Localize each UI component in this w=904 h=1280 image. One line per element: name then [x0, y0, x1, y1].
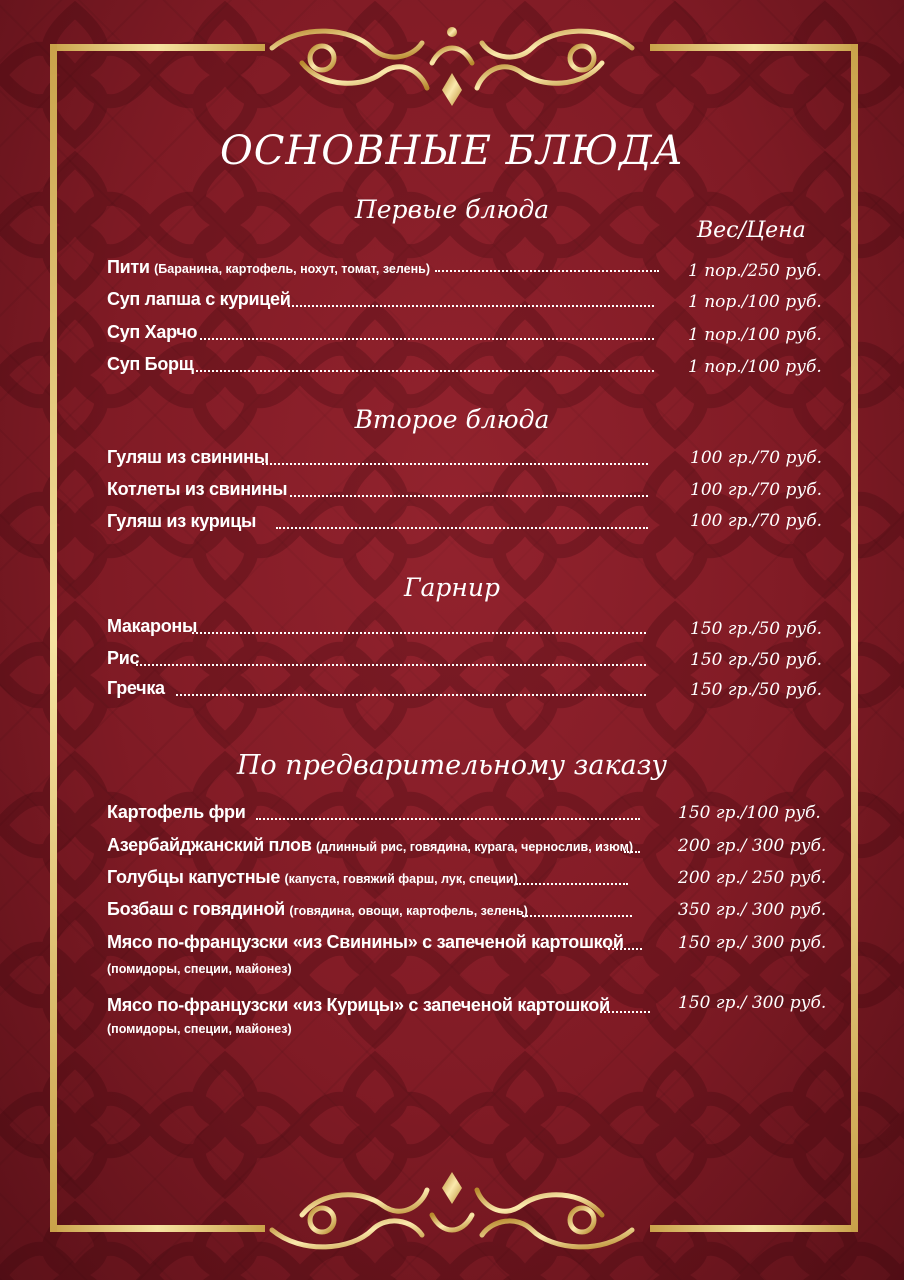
item-price: 200 гр./ 250 руб.	[678, 868, 827, 888]
item-price: 1 пор./100 руб.	[688, 357, 822, 377]
item-price: 350 гр./ 300 руб.	[678, 900, 827, 920]
menu-item: Картофель фри	[107, 802, 246, 822]
menu-item: Мясо по-французски «из Свинины» с запеченой картошкой	[107, 932, 624, 952]
frame-bottom-left	[50, 1225, 265, 1232]
menu-item: Котлеты из свинины	[107, 479, 288, 499]
item-price: 1 пор./100 руб.	[688, 325, 822, 345]
frame-top-right	[650, 44, 858, 51]
item-price: 1 пор./100 руб.	[688, 292, 822, 312]
column-header-weight-price: Вес/Цена	[697, 218, 806, 243]
top-ornament-icon	[262, 18, 642, 108]
frame-bottom-right	[650, 1225, 858, 1232]
item-price: 150 гр./ 300 руб.	[678, 933, 827, 953]
bottom-ornament-icon	[262, 1170, 642, 1260]
menu-item: Азербайджанский плов (длинный рис, говядина, курага, чернослив, изюм)	[107, 835, 633, 855]
item-price: 100 гр./70 руб.	[690, 511, 823, 531]
dot-leader	[256, 818, 640, 820]
section-title-first: Первые блюда	[354, 195, 550, 224]
dot-leader	[196, 370, 654, 372]
item-price: 1 пор./250 руб.	[688, 261, 822, 281]
item-price: 150 гр./ 300 руб.	[678, 993, 827, 1013]
item-price: 200 гр./ 300 руб.	[678, 836, 827, 856]
menu-item: Гуляш из курицы	[107, 511, 257, 531]
dot-leader	[522, 915, 632, 917]
frame-top-left	[50, 44, 265, 51]
dot-leader	[435, 270, 659, 272]
page-title: ОСНОВНЫЕ БЛЮДА	[220, 128, 684, 174]
section-title-second: Второе блюда	[354, 405, 550, 434]
item-price: 150 гр./50 руб.	[690, 619, 823, 639]
menu-item: Суп Борщ	[107, 354, 194, 374]
dot-leader	[276, 527, 648, 529]
dot-leader	[200, 338, 654, 340]
section-title-preorder: По предварительному заказу	[236, 750, 668, 781]
item-price: 100 гр./70 руб.	[690, 480, 823, 500]
menu-item: Макароны	[107, 616, 198, 636]
item-price: 150 гр./100 руб.	[678, 803, 821, 823]
section-title-garnish: Гарнир	[403, 573, 501, 602]
item-price: 150 гр./50 руб.	[690, 650, 823, 670]
dot-leader	[262, 463, 648, 465]
dot-leader	[600, 1011, 650, 1013]
dot-leader	[608, 948, 642, 950]
item-subnote: (помидоры, специи, майонез)	[107, 962, 292, 976]
menu-item: Пити (Баранина, картофель, нохут, томат, зелень)	[107, 257, 431, 277]
menu-item: Бозбаш с говядиной (говядина, овощи, картофель, зелень)	[107, 899, 528, 919]
dot-leader	[136, 664, 646, 666]
menu-item: Гречка	[107, 678, 165, 698]
menu-item: Рис	[107, 648, 140, 668]
item-price: 100 гр./70 руб.	[690, 448, 823, 468]
dot-leader	[516, 883, 628, 885]
item-subnote: (помидоры, специи, майонез)	[107, 1022, 292, 1036]
menu-item: Мясо по-французски «из Курицы» с запеченой картошкой	[107, 995, 610, 1015]
dot-leader	[290, 495, 648, 497]
dot-leader	[624, 851, 640, 853]
menu-item: Голубцы капустные (капуста, говяжий фарш, лук, специи)	[107, 867, 518, 887]
menu-item: Гуляш из свинины	[107, 447, 269, 467]
menu-item: Суп лапша с курицей	[107, 289, 291, 309]
menu-item: Суп Харчо	[107, 322, 198, 342]
dot-leader	[176, 694, 646, 696]
dot-leader	[288, 305, 654, 307]
dot-leader	[192, 632, 646, 634]
item-price: 150 гр./50 руб.	[690, 680, 823, 700]
